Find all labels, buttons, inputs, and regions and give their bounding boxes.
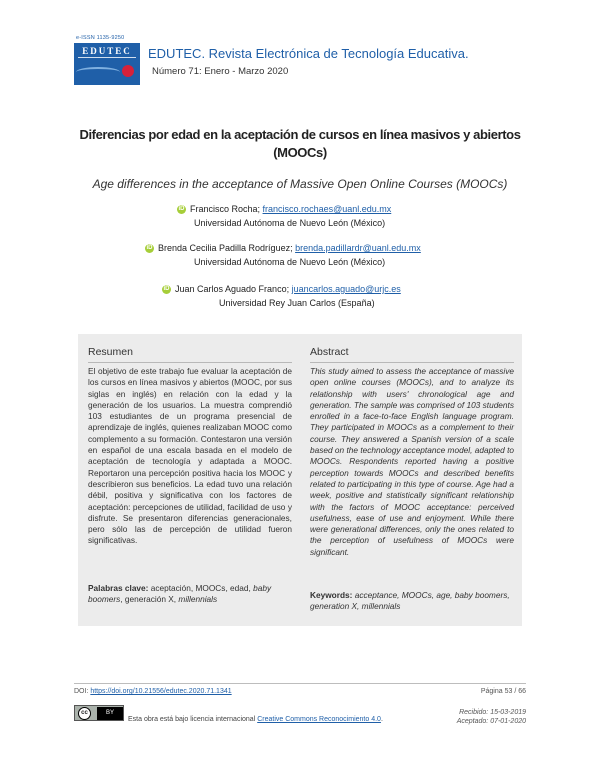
author-affiliation: Universidad Rey Juan Carlos (España) (219, 298, 375, 308)
accepted-date: Aceptado: 07-01-2020 (456, 718, 526, 725)
abstract-text: This study aimed to assess the acceptance of massive open online courses (MOOCs), and to analyze its relationship with users' chronological age and generation. The sample was comprised of 103 students enrolled in a face-to-face English language program. They participated in MOOCs as a complement to their course. They answered a Spanish version of a scale based on the technology acceptance model, adapted to MOOCs. Respondents reported having a positive perception towards MOOCs and described benefits related to participating in this type of course. Age had a week, positive and statistically significant relationship with the factors of MOOC acceptance: perceived usefulness, ease of use and enjoyment. While there were generational differences, only the ones related to the perception of usefulness of MOOCs were significant. (310, 366, 514, 557)
keywords-value: aceptación, MOOCs, edad, (148, 583, 254, 593)
author-email-link[interactable]: francisco.rochaes@uanl.edu.mx (262, 204, 392, 214)
journal-logo (74, 43, 140, 85)
author-email-link[interactable]: brenda.padillardr@uanl.edu.mx (295, 243, 421, 253)
author-affiliation: Universidad Autónoma de Nuevo León (México) (194, 218, 386, 228)
license-end: . (380, 716, 383, 723)
logo-swoosh (76, 67, 120, 77)
journal-title: EDUTEC. Revista Electrónica de Tecnología Educativa. (148, 46, 469, 61)
resumen-text: El objetivo de este trabajo fue evaluar la aceptación de los cursos en línea masivos y abiertos (MOOC, por sus siglas en inglés) en relación con la edad y la generación de los usuarios. La muestra comprendió 103 estudiantes de un programa presencial de aprendizaje de inglés, quienes realizaban MOOC como complemento a su formación. Contestaron una versión en español de una escala basada en el modelo de aceptación de tecnología y adaptada a MOOC. Reportaron una percepción positiva hacia los MOOC y describieron sus beneficios. La edad tuvo una relación débil, positiva y significativa con los factores de aceptación: percepciones de utilidad, facilidad de uso y disfrute. Se presentaron diferencias generacionales, pero sólo las de percepción de utilidad fueron significativas. (88, 366, 292, 546)
logo-bar (78, 57, 136, 58)
issn: e-ISSN 1135-9250 (76, 35, 125, 41)
cc-icon: cc (78, 707, 91, 720)
abstract-divider (310, 362, 514, 363)
title-spanish: Diferencias por edad en la aceptación de cursos en línea masivos y abiertos (MOOCs) (79, 127, 521, 160)
page-number: Página 53 / 66 (480, 688, 526, 695)
resumen-keywords (88, 583, 292, 606)
received-date: Recibido: 15-03-2019 (459, 709, 526, 716)
doi (74, 688, 232, 695)
footer-divider (74, 683, 526, 684)
logo-dot (122, 65, 134, 77)
logo-text: EDUTEC (82, 46, 132, 56)
license-notice (128, 716, 383, 723)
keywords-value-tail: , generación X, (120, 594, 179, 605)
license-link[interactable]: Creative Commons Reconocimiento 4.0 (257, 716, 381, 723)
keywords-value: acceptance, MOOCs, age, baby boomers, generation X, millennials (310, 590, 510, 612)
title-english: Age differences in the acceptance of Massive Open Online Courses (MOOCs) (92, 177, 508, 191)
by-icon: BY (97, 707, 123, 720)
resumen-divider (88, 362, 292, 363)
keywords-label: Palabras clave: (88, 583, 149, 593)
resumen-heading: Resumen (88, 346, 133, 358)
keywords-label: Keywords: (310, 590, 353, 600)
author-name: Brenda Cecilia Padilla Rodríguez; (158, 243, 293, 253)
submission-dates (457, 708, 526, 726)
keywords-italic: baby boomers (88, 583, 272, 605)
abstract-heading: Abstract (310, 346, 349, 358)
author-name: Juan Carlos Aguado Franco; (175, 284, 290, 294)
license-text: Esta obra está bajo licencia internacional (128, 716, 258, 723)
orcid-icon[interactable]: iD (146, 245, 153, 252)
orcid-icon[interactable]: iD (178, 206, 185, 213)
abstract-keywords (310, 590, 514, 613)
cc-license-badge[interactable] (74, 705, 124, 721)
journal-issue: Número 71: Enero - Marzo 2020 (152, 66, 289, 77)
orcid-icon[interactable]: iD (163, 286, 170, 293)
author-name: Francisco Rocha; (190, 204, 261, 214)
keywords-italic-2: millennials (178, 594, 218, 605)
author-affiliation: Universidad Autónoma de Nuevo León (México) (194, 257, 386, 267)
author-email-link[interactable]: juancarlos.aguado@urjc.es (291, 284, 401, 294)
doi-label: DOI: (74, 688, 89, 695)
doi-link[interactable]: https://doi.org/10.21556/edutec.2020.71.1341 (90, 688, 232, 695)
